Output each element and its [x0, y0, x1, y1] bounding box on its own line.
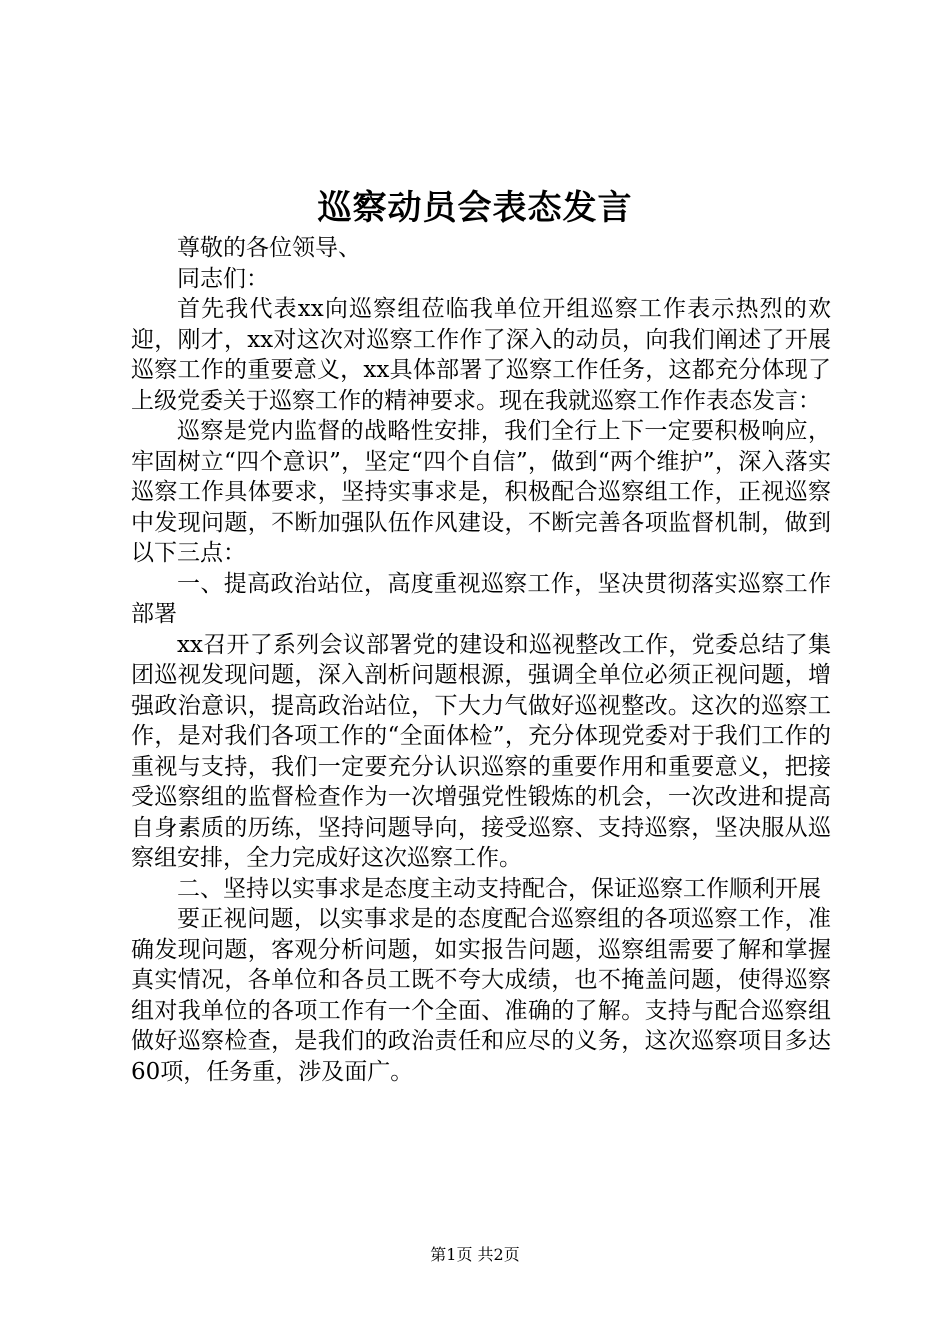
- document-title: 巡察动员会表态发言: [317, 188, 633, 228]
- salutation-line-2: 同志们：: [177, 265, 269, 292]
- salutation-line-1: 尊敬的各位领导、: [177, 235, 361, 261]
- page-footer: 第1页 共2页: [430, 1245, 520, 1264]
- paragraph-overview: 巡察是党内监督的战略性安排，我们全行上下一定要积极响应，牢固树立“四个意识”，坚定“四个自信”，做到“两个维护”，深入落实巡察工作具体要求，坚持实事求是，积极配合巡察组工作，正视巡察中发现问题，不断加强队伍作风建设，不断完善各项监督机制，做到以下三点：: [131, 418, 831, 566]
- paragraph-section-2: 要正视问题，以实事求是的态度配合巡察组的各项巡察工作，准确发现问题，客观分析问题，如实报告问题，巡察组需要了解和掌握真实情况，各单位和各员工既不夸大成绩，也不掩盖问题，使得巡察组对我单位的各项工作有一个全面、准确的了解。支持与配合巡察组做好巡察检查，是我们的政治责任和应尽的义务，这次巡察项目多达60项，任务重，涉及面广。: [131, 906, 831, 1085]
- document-body: [131, 233, 831, 1087]
- paragraph-section-1: xx召开了系列会议部署党的建设和巡视整改工作，党委总结了集团巡视发现问题，深入剖析问题根源，强调全单位必须正视问题，增强政治意识，提高政治站位，下大力气做好巡视整改。这次的巡察工作，是对我们各项工作的“全面体检”，充分体现党委对于我们工作的重视与支持，我们一定要充分认识巡察的重要作用和重要意义，把接受巡察组的监督检查作为一次增强党性锻炼的机会，一次改进和提高自身素质的历练，坚持问题导向，接受巡察、支持巡察，坚决服从巡察组安排，全力完成好这次巡察工作。: [131, 631, 831, 871]
- section-heading-2: 二、坚持以实事求是态度主动支持配合，保证巡察工作顺利开展: [177, 875, 821, 902]
- paragraph-intro: 首先我代表xx向巡察组莅临我单位开组巡察工作表示热烈的欢迎，刚才，xx对这次对巡察工作作了深入的动员，向我们阐述了开展巡察工作的重要意义，xx具体部署了巡察工作任务，这都充分体现了上级党委关于巡察工作的精神要求。现在我就巡察工作作表态发言：: [131, 296, 831, 414]
- section-heading-1: 一、提高政治站位，高度重视巡察工作，坚决贯彻落实巡察工作部署: [131, 570, 831, 627]
